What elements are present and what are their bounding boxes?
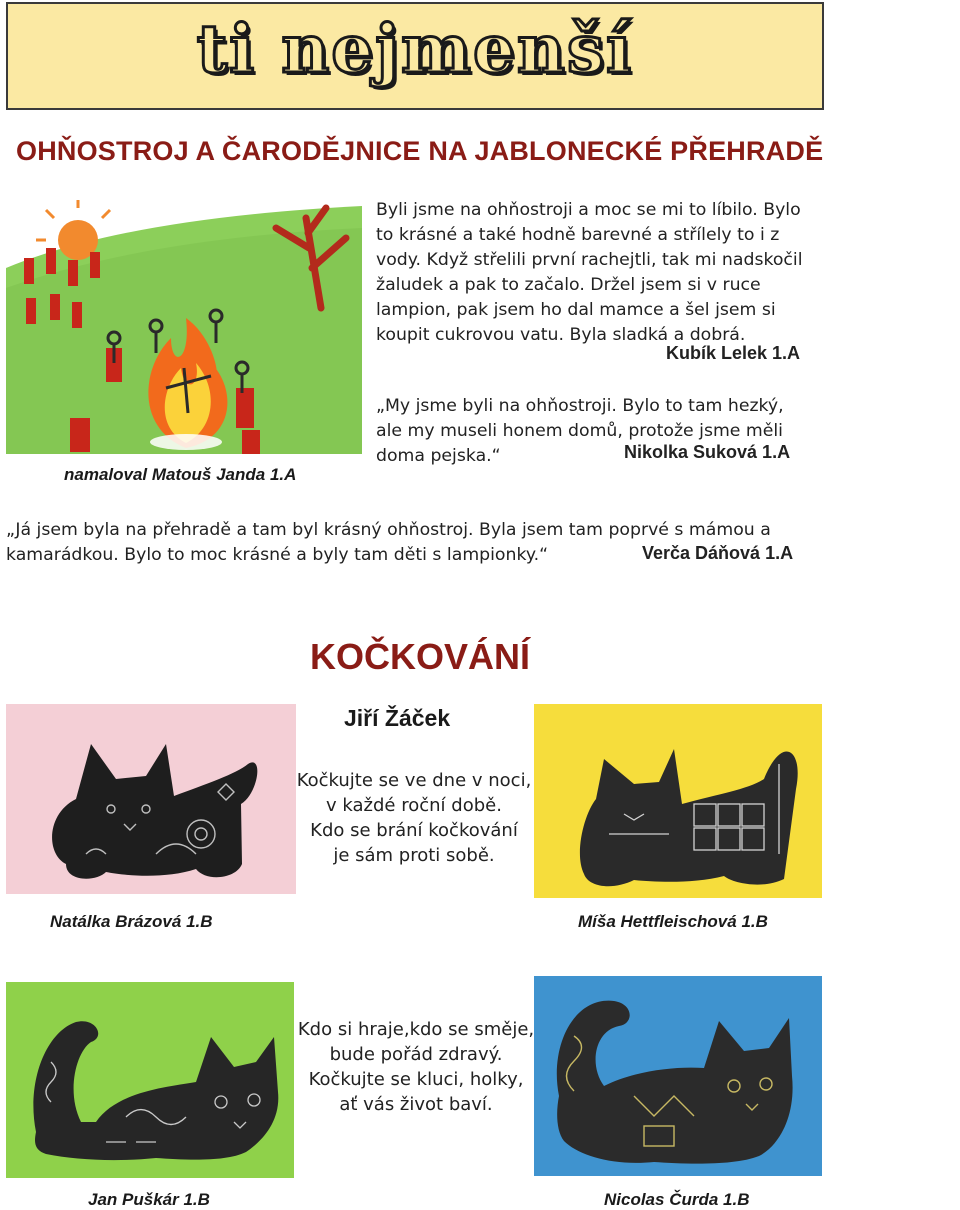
text-line: Byli jsme na ohňostroji a moc se mi to líbilo. Bylo — [376, 200, 801, 220]
poem-author: Jiří Žáček — [344, 705, 451, 731]
cat-drawing-yellow — [534, 704, 822, 898]
text-line: koupit cukrovou vatu. Byla sladká a dobrá. — [376, 325, 746, 345]
poem-line: Kočkujte se ve dne v noci, — [296, 770, 532, 791]
poem-line: bude pořád zdravý. — [329, 1044, 503, 1065]
text-line: „My jsme byli na ohňostroji. Bylo to tam hezký, — [376, 396, 784, 416]
author-verca: Verča Dáňová 1.A — [642, 543, 794, 563]
poem-stanza-2 — [294, 1017, 538, 1117]
poem-line: Kdo se brání kočkování — [310, 820, 518, 841]
cat-drawing-pink — [6, 704, 296, 894]
poem-line: ať vás život baví. — [339, 1094, 493, 1115]
painting-caption: namaloval Matouš Janda 1.A — [64, 465, 297, 484]
fireworks-painting — [6, 198, 362, 454]
banner-title: ti nejmenší — [196, 10, 634, 88]
poem-line: Kdo si hraje,kdo se směje, — [297, 1019, 535, 1040]
poem-line: v každé roční době. — [326, 795, 502, 816]
poem-line: je sám proti sobě. — [333, 845, 495, 866]
poem-line: Kočkujte se kluci, holky, — [308, 1069, 524, 1090]
text-line: žaludek a pak to začalo. Držel jsem si v ruce — [376, 275, 761, 295]
text-line: to krásné a také hodně barevné a střílely to i z — [376, 225, 780, 245]
text-line: „Já jsem byla na přehradě a tam byl krásný ohňostroj. Byla jsem tam poprvé s mámou a — [6, 520, 771, 540]
author-nikolka: Nikolka Suková 1.A — [624, 442, 791, 462]
caption-nicolas: Nicolas Čurda 1.B — [604, 1190, 750, 1209]
article-heading-fireworks: OHŇOSTROJ A ČARODĚJNICE NA JABLONECKÉ PŘEHRADĚ — [16, 136, 824, 166]
caption-misa: Míša Hettfleischová 1.B — [578, 912, 768, 931]
cat-drawing-green — [6, 982, 294, 1178]
text-line: ale my museli honem domů, protože jsme měli — [376, 421, 783, 441]
text-line: vody. Když střelili první rachejtli, tak mi nadskočil — [376, 250, 803, 270]
page-banner — [6, 2, 824, 110]
text-line: lampion, pak jsem ho dal mamce a šel jsem si — [376, 300, 776, 320]
cat-drawing-blue — [534, 976, 822, 1176]
poem-stanza-1 — [296, 768, 532, 868]
text-line: doma pejska.“ — [376, 446, 501, 466]
author-kubik: Kubík Lelek 1.A — [666, 343, 801, 363]
article-heading-cats: KOČKOVÁNÍ — [310, 636, 531, 677]
story-kubik — [376, 198, 826, 348]
caption-natalka: Natálka Brázová 1.B — [50, 912, 213, 931]
caption-jan: Jan Puškár 1.B — [88, 1190, 210, 1209]
text-line: kamarádkou. Bylo to moc krásné a byly tam děti s lampionky.“ — [6, 545, 549, 565]
